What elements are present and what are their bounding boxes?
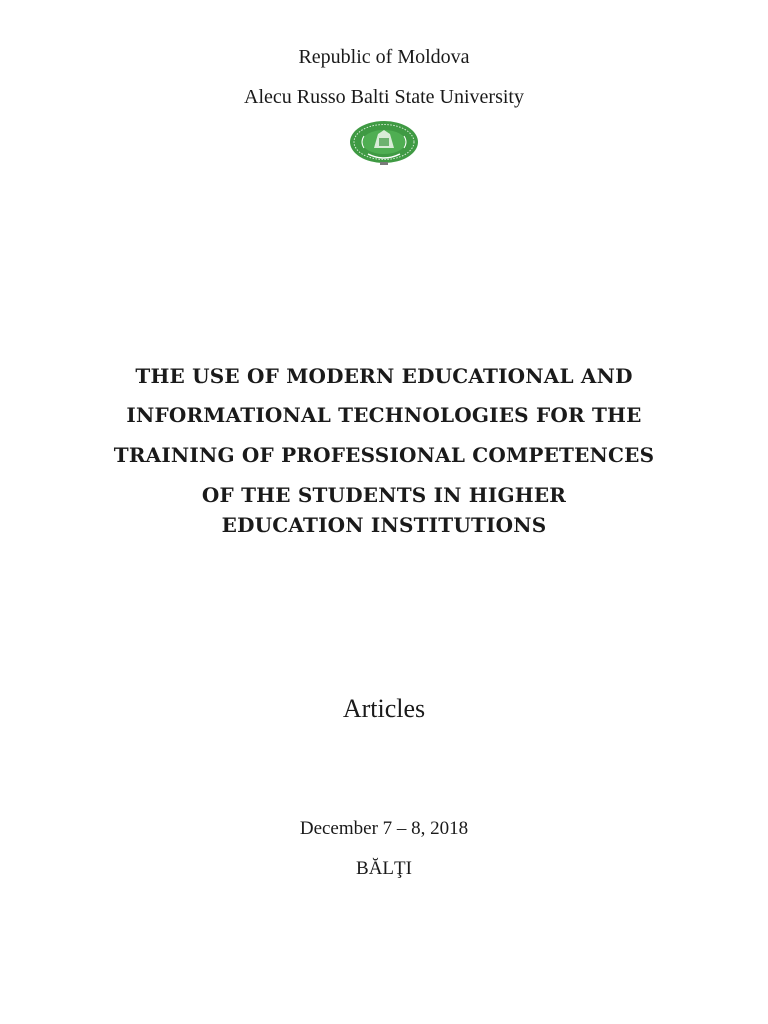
subtitle-articles: Articles <box>342 694 426 723</box>
city-name: BĂLŢI <box>356 858 412 879</box>
conference-date: December 7 – 8, 2018 <box>299 818 469 839</box>
title-line-3: TRAINING OF PROFESSIONAL COMPETENCES <box>113 443 655 467</box>
title-line-4: OF THE STUDENTS IN HIGHER <box>201 483 567 507</box>
title-line-1: THE USE OF MODERN EDUCATIONAL AND <box>135 364 633 388</box>
title-line-2: INFORMATIONAL TECHNOLOGIES FOR THE <box>126 403 642 427</box>
university-seal-icon <box>348 118 420 168</box>
country-name: Republic of Moldova <box>298 46 470 68</box>
title-line-5: EDUCATION INSTITUTIONS <box>221 513 547 537</box>
university-name: Alecu Russo Balti State University <box>244 86 524 108</box>
